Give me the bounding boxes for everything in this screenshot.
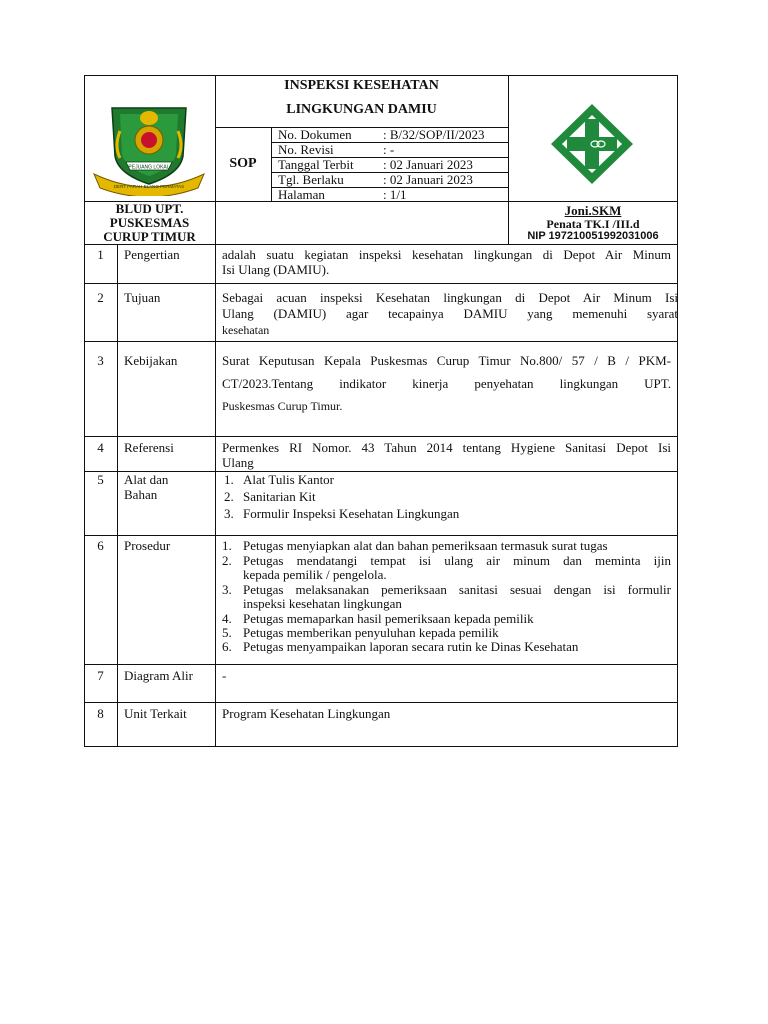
procedure-step: Petugas menyampaikan laporan secara rutin ke Dinas Kesehatan <box>243 639 579 654</box>
list-item: Alat Tulis Kantor <box>243 472 335 487</box>
row-divider <box>84 702 678 703</box>
row-number: 1 <box>97 247 104 262</box>
document-title-line-2: LINGKUNGAN DAMIU <box>286 102 437 117</box>
row-content-line: Sebagai acuan inspeksi Kesehatan lingkungan di Depot Air Minum Isi <box>222 290 678 305</box>
list-marker: 2. <box>224 489 234 504</box>
list-marker: 4. <box>222 611 232 626</box>
meta-label-effective-date: Tgl. Berlaku <box>278 172 344 187</box>
row-label: Prosedur <box>124 538 171 553</box>
row-divider <box>84 535 678 536</box>
org-name-line-3: CURUP TIMUR <box>103 229 196 244</box>
row-content-line: Surat Keputusan Kepala Puskesmas Curup Timur No.800/ 57 / B / PKM- <box>222 353 671 368</box>
puskesmas-logo <box>548 101 636 187</box>
row-content-line: Puskesmas Curup Timur. <box>222 399 343 413</box>
meta-value-doc-number: : B/32/SOP/II/2023 <box>383 127 485 142</box>
divider <box>117 244 118 747</box>
meta-value-page: : 1/1 <box>383 187 407 202</box>
procedure-step: Petugas menyiapkan alat dan bahan pemeriksaan termasuk surat tugas <box>243 538 608 553</box>
meta-label-doc-number: No. Dokumen <box>278 127 352 142</box>
list-marker: 2. <box>222 553 232 568</box>
list-marker: 3. <box>222 582 232 597</box>
row-content-line: Permenkes RI Nomor. 43 Tahun 2014 tentang Hygiene Sanitasi Depot Isi <box>222 440 671 455</box>
divider <box>215 244 216 747</box>
row-number: 7 <box>97 668 104 683</box>
row-divider <box>84 664 678 665</box>
row-content-line: Program Kesehatan Lingkungan <box>222 706 391 721</box>
meta-value-revision: : - <box>383 142 395 157</box>
procedure-step-continued: kepada pemilik / pengelola. <box>243 567 387 582</box>
row-content-line: Ulang (DAMIU) agar tecapainya DAMIU yang memenuhi syarat <box>222 306 678 321</box>
row-content-line: - <box>222 668 227 683</box>
meta-value-issue-date: : 02 Januari 2023 <box>383 157 473 172</box>
document-title-line-1: INSPEKSI KESEHATAN <box>284 78 439 93</box>
row-divider <box>84 471 678 472</box>
list-marker: 3. <box>224 506 234 521</box>
row-number: 2 <box>97 290 104 305</box>
meta-label-issue-date: Tanggal Terbit <box>278 157 354 172</box>
sop-label: SOP <box>229 156 257 171</box>
meta-label-revision: No. Revisi <box>278 142 334 157</box>
row-divider <box>84 341 678 342</box>
row-number: 6 <box>97 538 104 553</box>
procedure-step-continued: inspeksi kesehatan lingkungan <box>243 596 402 611</box>
row-label: Pengertian <box>124 247 180 262</box>
meta-value-effective-date: : 02 Januari 2023 <box>383 172 473 187</box>
row-content-line: adalah suatu kegiatan inspeksi kesehatan lingkungan di Depot Air Minum <box>222 247 671 262</box>
row-label: Alat dan <box>124 472 169 487</box>
emblem-banner-text: PEJUANG LOKAL <box>128 164 170 171</box>
row-label: Referensi <box>124 440 174 455</box>
row-label: Bahan <box>124 487 158 502</box>
list-item: Sanitarian Kit <box>243 489 316 504</box>
list-marker: 1. <box>222 538 232 553</box>
org-name-line-1: BLUD UPT. <box>115 201 184 216</box>
row-label: Diagram Alir <box>124 668 193 683</box>
row-content-line: Isi Ulang (DAMIU). <box>222 262 330 277</box>
signer-name: Joni.SKM <box>564 203 622 218</box>
list-item: Formulir Inspeksi Kesehatan Lingkungan <box>243 506 460 521</box>
signer-rank: Penata TK.I /III.d <box>546 217 640 231</box>
list-marker: 1. <box>224 472 234 487</box>
row-label: Tujuan <box>124 290 161 305</box>
row-divider <box>84 283 678 284</box>
list-marker: 6. <box>222 639 232 654</box>
row-number: 8 <box>97 706 104 721</box>
divider <box>271 127 272 201</box>
row-content-line: Ulang <box>222 455 254 470</box>
row-content-line: kesehatan <box>222 323 270 337</box>
procedure-step: Petugas melaksanakan pemeriksaan sanitasi sesuai dengan isi formulir <box>243 582 671 597</box>
row-number: 3 <box>97 353 104 368</box>
signer-nip: NIP 197210051992031006 <box>527 230 659 242</box>
regency-emblem-logo <box>90 96 208 196</box>
procedure-step: Petugas mendatangi tempat isi ulang air minum dan meminta ijin <box>243 553 671 568</box>
meta-label-page: Halaman <box>278 187 325 202</box>
emblem-motto-text: DERT PARAH ELANG PERMATAS <box>113 184 185 189</box>
row-label: Unit Terkait <box>124 706 187 721</box>
row-label: Kebijakan <box>124 353 178 368</box>
procedure-step: Petugas memaparkan hasil pemeriksaan kepada pemilik <box>243 611 534 626</box>
list-marker: 5. <box>222 625 232 640</box>
row-divider <box>84 436 678 437</box>
row-content-line: CT/2023.Tentang indikator kinerja penyehatan lingkungan UPT. <box>222 376 671 391</box>
row-number: 4 <box>97 440 104 455</box>
row-number: 5 <box>97 472 104 487</box>
procedure-step: Petugas memberikan penyuluhan kepada pemilik <box>243 625 499 640</box>
org-name-line-2: PUSKESMAS <box>109 215 190 230</box>
